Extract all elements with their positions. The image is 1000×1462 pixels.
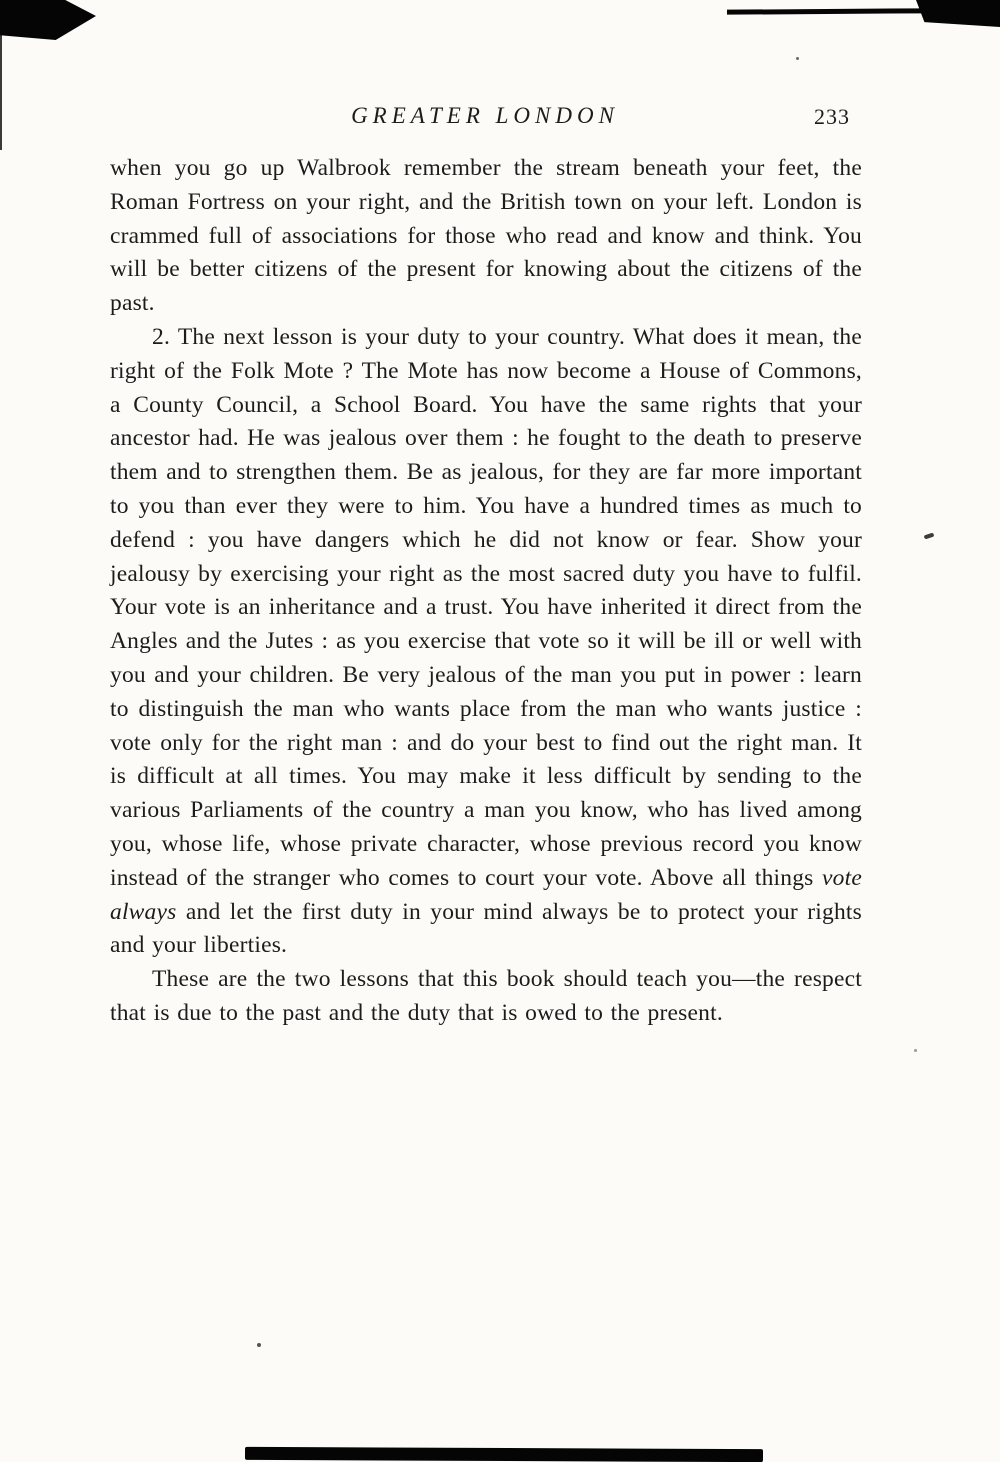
page-number: 233 xyxy=(814,104,850,129)
scan-artifact-bottom-bar xyxy=(245,1447,763,1462)
paragraph-2 xyxy=(110,321,862,963)
text-segment: when you go up Walbrook remember the stream beneath your feet, the Roman Fortress on your right, and the British town on your left. London is crammed full of associations for those who read and know and think. You will be better citizens of the present for knowing about the citizens of the past. xyxy=(110,155,862,317)
scan-speck xyxy=(914,1049,917,1052)
paragraph-3 xyxy=(110,963,862,1031)
scan-speck xyxy=(924,533,935,540)
text-segment: 2. The next lesson is your duty to your country. What does it mean, the right of the Folk Mote ? The Mote has now become a House of Commons, a County Council, a School Board. You have the same rights that your ancestor had. He was jealous over them : he fought to the death to preserve them and to strengthen them. Be as jealous, for they are far more important to you than ever they were to him. You have a hundred times as much to defend : you have dangers which he did not know or fear. Show your jealousy by exercising your right as the most sacred duty you have to fulfil. Your vote is an inheritance and a trust. You have inherited it direct from the Angles and the Jutes : as you exercise that vote so it will be ill or well with you and your children. Be very jealous of the man you put in power : learn to distinguish the man who wants place from the man who wants justice : vote only for the right man : and do your best to find out the right man. It is difficult at all times. You may make it less difficult by sending to the various Parliaments of the country a man you know, who has lived among you, whose life, whose private character, whose previous record you know instead of the stranger who comes to court your vote. Above all things xyxy=(110,323,862,891)
scan-artifact-top-line xyxy=(727,8,923,14)
scan-artifact-top-left xyxy=(0,0,96,40)
scan-speck xyxy=(257,1343,261,1347)
text-segment: and let the first duty in your mind always be to protect your rights and your liberties. xyxy=(110,898,862,959)
scan-artifact-top-right xyxy=(916,0,1000,27)
text-segment: These are the two lessons that this book should teach you—the respect that is due to the past and the duty that is owed to the present. xyxy=(110,966,862,1026)
page-header xyxy=(110,103,860,133)
text-segment-italic: vote always xyxy=(110,864,862,925)
paragraph-1 xyxy=(110,152,862,321)
text-block xyxy=(110,152,862,1031)
running-title: GREATER LONDON xyxy=(351,103,619,128)
scan-speck xyxy=(796,57,799,60)
